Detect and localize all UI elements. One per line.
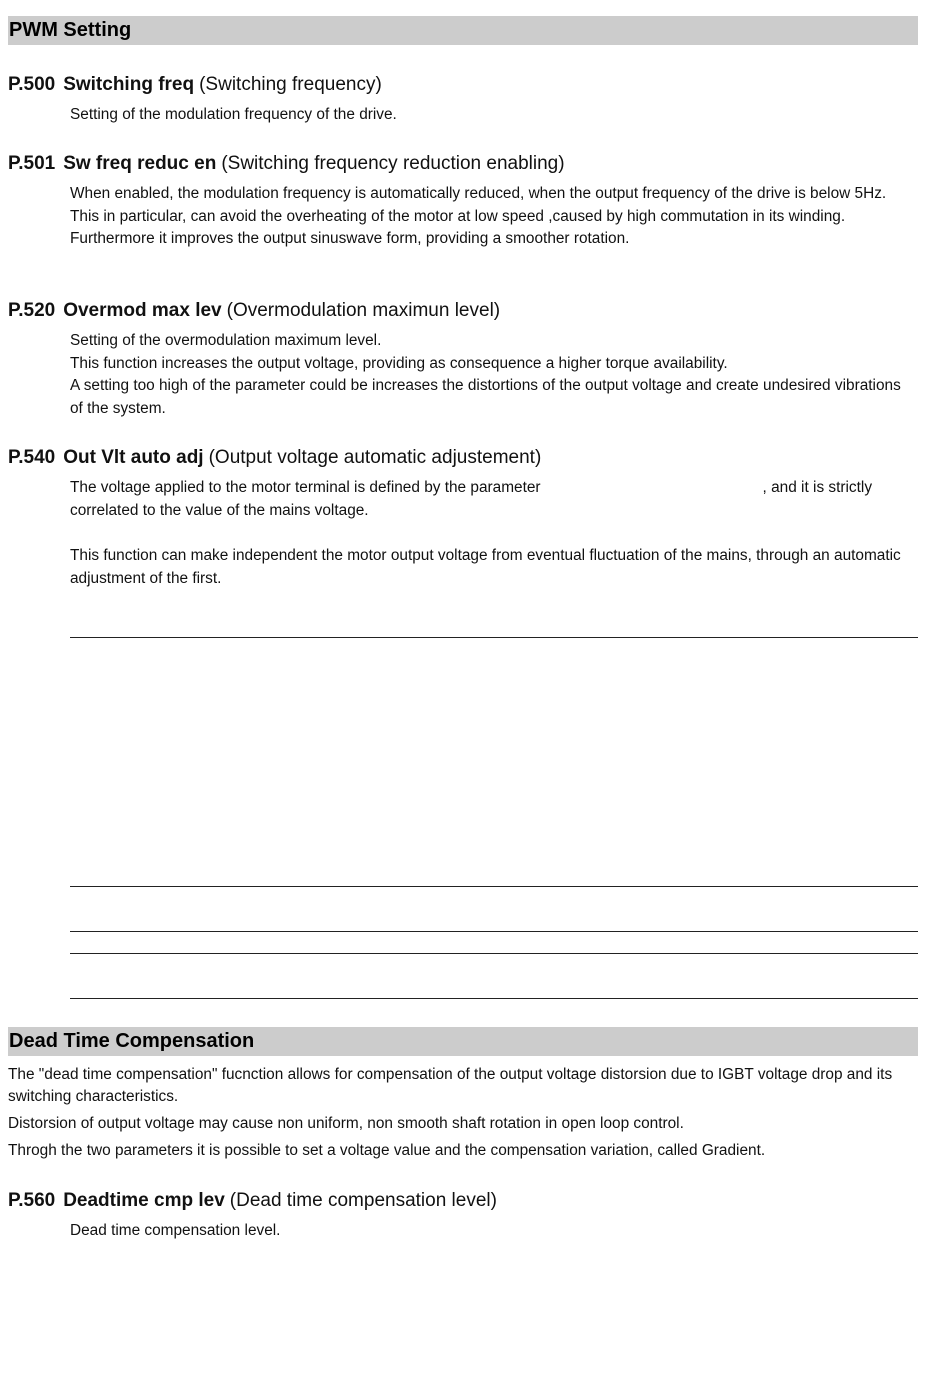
description-line bbox=[70, 477, 910, 522]
param-heading-p520 bbox=[8, 299, 500, 323]
param-description-p540 bbox=[70, 477, 910, 591]
param-full-name: (Output voltage automatic adjustement) bbox=[208, 447, 542, 468]
table-rule bbox=[70, 637, 918, 638]
description-line: This function increases the output voltage, providing as consequence a higher torque availability. bbox=[70, 354, 728, 372]
param-id: P.500 bbox=[8, 74, 56, 95]
description-text: The voltage applied to the motor terminal is defined by the parameter bbox=[70, 479, 541, 496]
description-line: Setting of the overmodulation maximum level. bbox=[70, 332, 382, 349]
param-heading-p501 bbox=[8, 152, 565, 176]
body-paragraph: Distorsion of output voltage may cause non uniform, non smooth shaft rotation in open loop control. bbox=[8, 1115, 684, 1132]
param-full-name: (Dead time compensation level) bbox=[229, 1190, 497, 1211]
section-header-dead-time-compensation bbox=[8, 1027, 918, 1056]
param-heading-p540 bbox=[8, 446, 541, 470]
table-rule bbox=[70, 953, 918, 954]
param-name: Overmod max lev bbox=[63, 300, 222, 321]
description-line: Setting of the modulation frequency of the drive. bbox=[70, 106, 397, 123]
body-paragraph: Throgh the two parameters it is possible to set a voltage value and the compensation variation, called Gradient. bbox=[8, 1142, 766, 1159]
table-rule bbox=[70, 998, 918, 999]
param-id: P.540 bbox=[8, 447, 56, 468]
table-rule bbox=[70, 886, 918, 887]
param-full-name: (Switching frequency) bbox=[199, 74, 382, 95]
param-name: Deadtime cmp lev bbox=[63, 1190, 225, 1211]
param-name: Out Vlt auto adj bbox=[63, 447, 204, 468]
description-line: A setting too high of the parameter could be increases the distortions of the output voltage and create undesired vibrations of the system. bbox=[70, 377, 901, 418]
description-line: This in particular, can avoid the overheating of the motor at low speed ,caused by high commutation in its winding. Furthermore it improves the output sinuswave form, providing a smoother rotation. bbox=[70, 207, 846, 248]
param-description-p520 bbox=[70, 330, 910, 421]
description-line: Dead time compensation level. bbox=[70, 1222, 281, 1239]
section-title: PWM Setting bbox=[9, 19, 132, 41]
param-full-name: (Overmodulation maximun level) bbox=[226, 300, 501, 321]
param-heading-p500 bbox=[8, 73, 382, 97]
param-id: P.520 bbox=[8, 300, 56, 321]
body-paragraph: The "dead time compensation" fucnction allows for compensation of the output voltage distorsion due to IGBT voltage drop and its switching characteristics. bbox=[8, 1066, 893, 1105]
param-id: P.501 bbox=[8, 153, 56, 174]
table-rule bbox=[70, 931, 918, 932]
param-description-p500 bbox=[70, 104, 910, 127]
param-description-p501 bbox=[70, 183, 910, 251]
description-line: This function can make independent the motor output voltage from eventual fluctuation of the mains, through an automatic adjustment of the first. bbox=[70, 547, 901, 587]
description-text: , and it is strictly correlated to the value of the mains voltage. bbox=[70, 479, 873, 519]
param-name: Switching freq bbox=[63, 74, 195, 95]
description-line: When enabled, the modulation frequency is automatically reduced, when the output frequency of the drive is below 5Hz. bbox=[70, 185, 887, 202]
section-title: Dead Time Compensation bbox=[9, 1030, 255, 1052]
dead-time-intro bbox=[8, 1064, 913, 1167]
section-header-pwm-setting bbox=[8, 16, 918, 45]
param-id: P.560 bbox=[8, 1190, 56, 1211]
param-heading-p560 bbox=[8, 1189, 497, 1213]
param-full-name: (Switching frequency reduction enabling) bbox=[221, 153, 565, 174]
param-description-p560 bbox=[70, 1220, 910, 1243]
param-name: Sw freq reduc en bbox=[63, 153, 217, 174]
